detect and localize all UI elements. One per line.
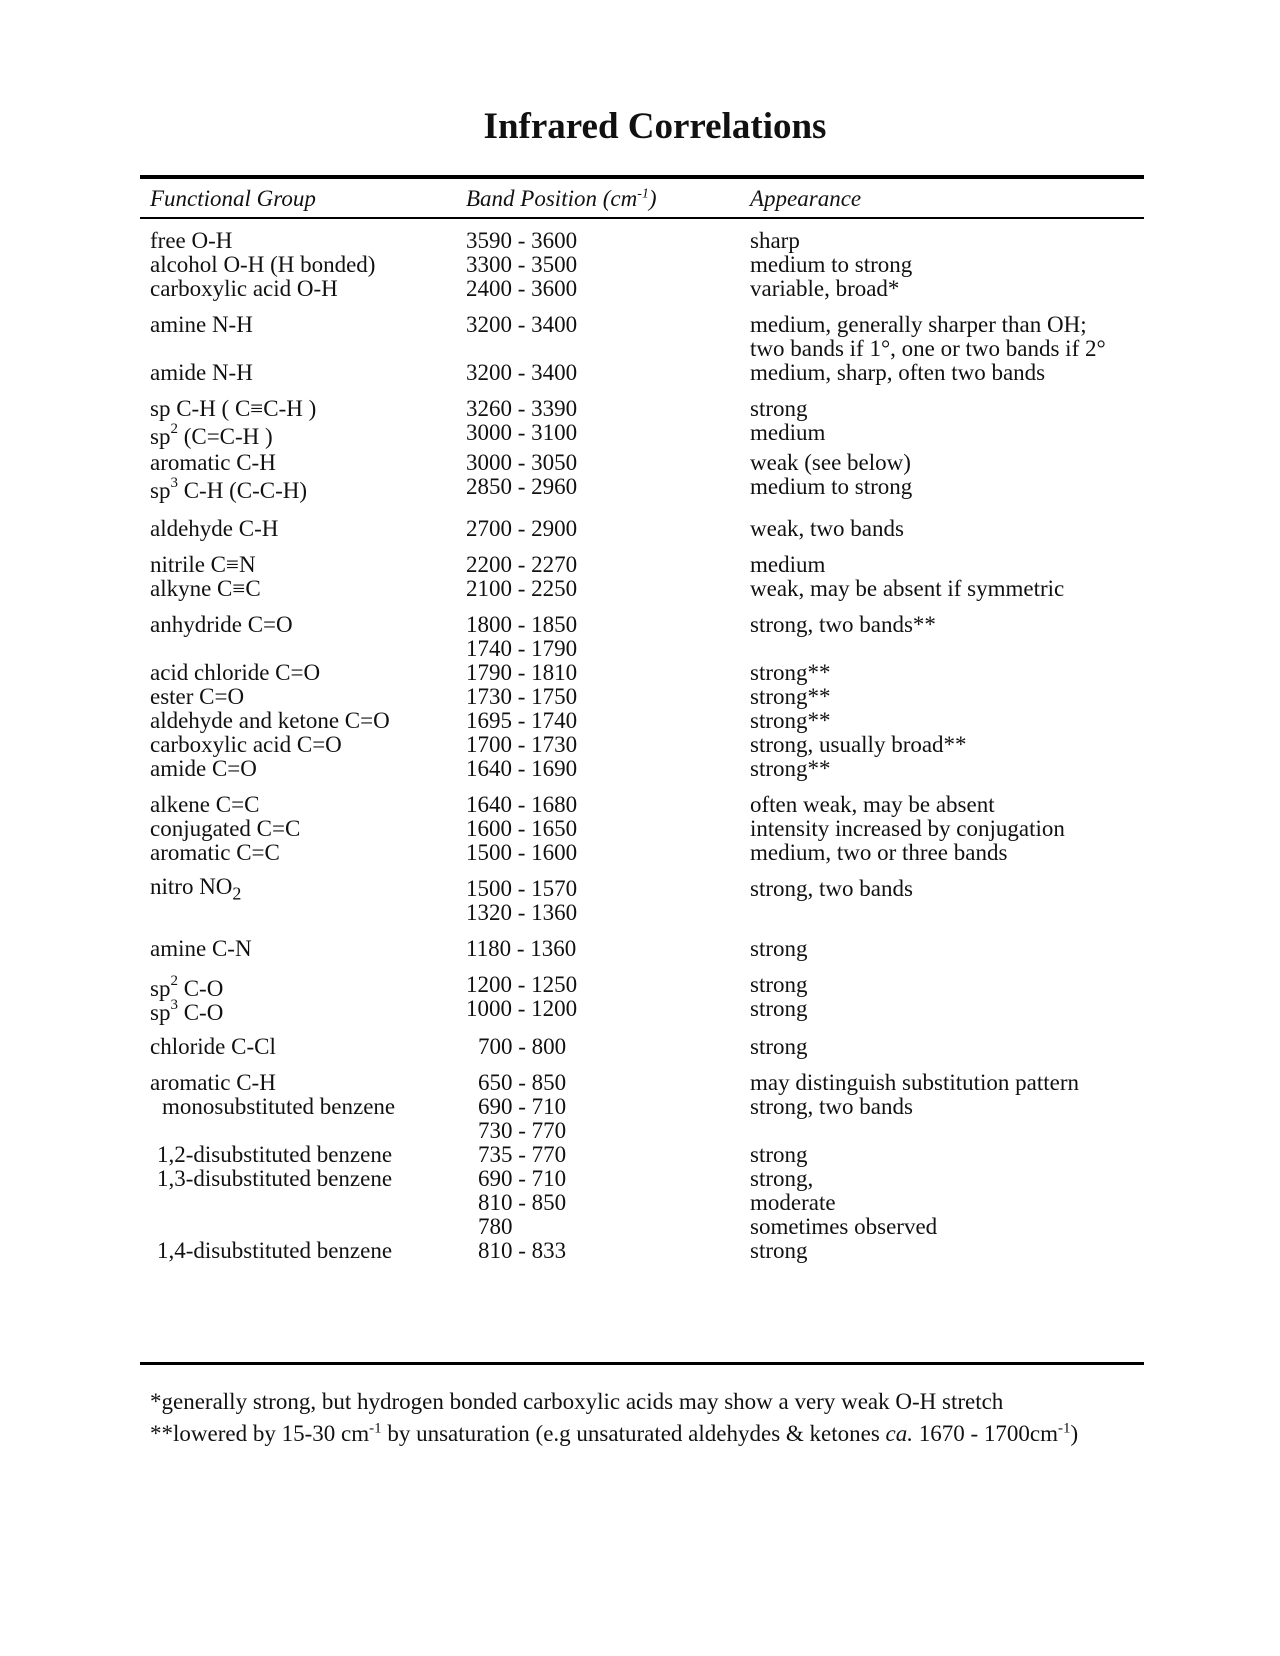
band-position-cell: 1000 - 1200	[466, 996, 578, 1021]
band-position-cell: 1500 - 1600	[466, 840, 578, 865]
appearance-cell: weak (see below)	[750, 450, 911, 475]
functional-group-cell: 1,3-disubstituted benzene	[157, 1166, 393, 1191]
functional-group-cell: monosubstituted benzene	[162, 1094, 396, 1119]
header-appearance: Appearance	[750, 186, 862, 211]
footnote-2-text-a: **lowered by 15-30 cm	[150, 1421, 370, 1446]
band-position-cell: 810 - 850	[478, 1190, 567, 1215]
band-position-cell: 3260 - 3390	[466, 396, 578, 421]
band-position-cell: 2700 - 2900	[466, 516, 578, 541]
band-position-cell: 1180 - 1360	[466, 936, 577, 961]
group-text: nitro NO	[150, 874, 233, 899]
functional-group-cell: amide N-H	[150, 360, 253, 385]
appearance-cell: two bands if 1°, one or two bands if 2°	[750, 336, 1106, 361]
appearance-cell: strong**	[750, 684, 831, 709]
footer-rule	[140, 1362, 1144, 1365]
band-position-cell: 1640 - 1680	[466, 792, 578, 817]
functional-group-cell: 1,4-disubstituted benzene	[157, 1238, 393, 1263]
functional-group-cell	[150, 475, 307, 503]
band-position-cell: 3000 - 3100	[466, 420, 578, 445]
header-band-position-text: Band Position (cm	[466, 186, 638, 211]
appearance-cell: weak, may be absent if symmetric	[750, 576, 1065, 601]
functional-group-cell: aromatic C=C	[150, 840, 280, 865]
functional-group-cell: aromatic C-H	[150, 450, 276, 475]
functional-group-cell	[150, 874, 242, 904]
appearance-cell: medium, sharp, often two bands	[750, 360, 1046, 385]
functional-group-cell	[150, 973, 224, 1001]
appearance-cell: sharp	[750, 228, 800, 253]
footnote-2-ca: ca.	[885, 1421, 914, 1446]
band-position-cell: 730 - 770	[478, 1118, 567, 1143]
functional-group-cell: anhydride C=O	[150, 612, 293, 637]
footnote-2-text-c: 1670 - 1700cm	[913, 1421, 1059, 1446]
appearance-cell: sometimes observed	[750, 1214, 938, 1239]
functional-group-cell: aldehyde and ketone C=O	[150, 708, 390, 733]
appearance-cell: variable, broad*	[750, 276, 900, 301]
band-position-cell: 2400 - 3600	[466, 276, 578, 301]
band-position-cell: 700 - 800	[478, 1034, 567, 1059]
appearance-cell: strong, two bands	[750, 1094, 913, 1119]
group-text: sp	[150, 478, 171, 503]
group-text: sp	[150, 424, 171, 449]
appearance-cell: strong**	[750, 660, 831, 685]
functional-group-cell: free O-H	[150, 228, 233, 253]
band-position-cell: 735 - 770	[478, 1142, 567, 1167]
footnote-2-exponent-b: -1	[1058, 1420, 1071, 1437]
band-position-cell: 2850 - 2960	[466, 474, 578, 499]
band-position-cell: 1800 - 1850	[466, 612, 578, 637]
band-position-cell: 2200 - 2270	[466, 552, 578, 577]
band-position-cell: 780	[478, 1214, 513, 1239]
band-position-cell: 1200 - 1250	[466, 972, 578, 997]
appearance-cell: medium to strong	[750, 252, 913, 277]
header-functional-group: Functional Group	[150, 186, 316, 211]
group-text-suffix: C-H (C-C-H)	[177, 478, 307, 503]
band-position-cell: 3590 - 3600	[466, 228, 578, 253]
band-position-cell: 1600 - 1650	[466, 816, 578, 841]
band-position-cell: 1640 - 1690	[466, 756, 578, 781]
appearance-cell: strong,	[750, 1166, 814, 1191]
band-position-cell: 810 - 833	[478, 1238, 567, 1263]
appearance-cell: strong	[750, 1034, 808, 1059]
appearance-cell: strong, two bands**	[750, 612, 936, 637]
group-text-suffix: (C=C-H )	[177, 424, 273, 449]
functional-group-cell: alcohol O-H (H bonded)	[150, 252, 376, 277]
appearance-cell: weak, two bands	[750, 516, 904, 541]
functional-group-cell: sp C-H ( C≡C-H )	[150, 396, 317, 421]
footnote-2-text-d: )	[1070, 1421, 1079, 1446]
appearance-cell: strong**	[750, 756, 831, 781]
band-position-cell: 3300 - 3500	[466, 252, 578, 277]
functional-group-cell: alkyne C≡C	[150, 576, 261, 601]
appearance-cell: strong	[750, 972, 808, 997]
group-text: sp	[150, 1000, 171, 1025]
footnotes	[150, 1386, 1078, 1450]
band-position-cell: 690 - 710	[478, 1166, 567, 1191]
group-subscript: 2	[232, 883, 242, 904]
appearance-cell: intensity increased by conjugation	[750, 816, 1065, 841]
appearance-cell: often weak, may be absent	[750, 792, 995, 817]
functional-group-cell: carboxylic acid O-H	[150, 276, 338, 301]
header-rule	[140, 217, 1144, 219]
band-position-cell: 1730 - 1750	[466, 684, 578, 709]
band-position-cell: 3000 - 3050	[466, 450, 578, 475]
appearance-cell: medium, two or three bands	[750, 840, 1008, 865]
functional-group-cell: acid chloride C=O	[150, 660, 321, 685]
band-position-cell: 1500 - 1570	[466, 876, 578, 901]
band-position-cell: 1740 - 1790	[466, 636, 578, 661]
page-title: Infrared Correlations	[483, 106, 827, 147]
appearance-cell: moderate	[750, 1190, 836, 1215]
appearance-cell: strong	[750, 936, 808, 961]
footnote-2-text-b: by unsaturation (e.g unsaturated aldehydes & ketones	[381, 1421, 886, 1446]
band-position-cell: 690 - 710	[478, 1094, 567, 1119]
band-position-cell: 1695 - 1740	[466, 708, 578, 733]
functional-group-cell: amine N-H	[150, 312, 253, 337]
header-band-position	[466, 186, 657, 212]
appearance-cell: may distinguish substitution pattern	[750, 1070, 1080, 1095]
functional-group-cell: aldehyde C-H	[150, 516, 279, 541]
appearance-cell: strong, usually broad**	[750, 732, 967, 757]
functional-group-cell: chloride C-Cl	[150, 1034, 276, 1059]
group-superscript: 3	[170, 997, 178, 1014]
group-superscript: 2	[170, 973, 178, 990]
appearance-cell: medium	[750, 552, 826, 577]
band-position-cell: 1790 - 1810	[466, 660, 578, 685]
functional-group-cell: 1,2-disubstituted benzene	[157, 1142, 393, 1167]
band-position-cell: 2100 - 2250	[466, 576, 578, 601]
group-text-suffix: C-O	[177, 1000, 224, 1025]
functional-group-cell: amide C=O	[150, 756, 257, 781]
band-position-cell: 650 - 850	[478, 1070, 567, 1095]
functional-group-cell	[150, 421, 273, 449]
band-position-cell: 3200 - 3400	[466, 312, 578, 337]
appearance-cell: medium to strong	[750, 474, 913, 499]
functional-group-cell: amine C-N	[150, 936, 252, 961]
footnote-2-exponent-a: -1	[369, 1420, 382, 1437]
appearance-cell: medium	[750, 420, 826, 445]
appearance-cell: strong	[750, 396, 808, 421]
band-position-cell: 1700 - 1730	[466, 732, 578, 757]
functional-group-cell	[150, 997, 224, 1025]
band-position-cell: 1320 - 1360	[466, 900, 578, 925]
footnote-2	[150, 1418, 1078, 1450]
functional-group-cell: alkene C=C	[150, 792, 260, 817]
appearance-cell: strong	[750, 1238, 808, 1263]
functional-group-cell: carboxylic acid C=O	[150, 732, 342, 757]
group-text-suffix: C-O	[177, 976, 224, 1001]
appearance-cell: strong	[750, 996, 808, 1021]
header-band-position-close: )	[648, 186, 657, 211]
appearance-cell: medium, generally sharper than OH;	[750, 312, 1087, 337]
functional-group-cell: conjugated C=C	[150, 816, 301, 841]
group-text: sp	[150, 976, 171, 1001]
footnote-1: *generally strong, but hydrogen bonded carboxylic acids may show a very weak O-H stretch	[150, 1389, 1004, 1414]
appearance-cell: strong, two bands	[750, 876, 913, 901]
group-superscript: 2	[170, 421, 178, 438]
appearance-cell: strong**	[750, 708, 831, 733]
band-position-cell: 3200 - 3400	[466, 360, 578, 385]
group-superscript: 3	[170, 475, 178, 492]
top-rule	[140, 175, 1144, 179]
functional-group-cell: aromatic C-H	[150, 1070, 276, 1095]
header-band-position-exponent: -1	[637, 186, 649, 202]
functional-group-cell: ester C=O	[150, 684, 245, 709]
appearance-cell: strong	[750, 1142, 808, 1167]
functional-group-cell: nitrile C≡N	[150, 552, 256, 577]
